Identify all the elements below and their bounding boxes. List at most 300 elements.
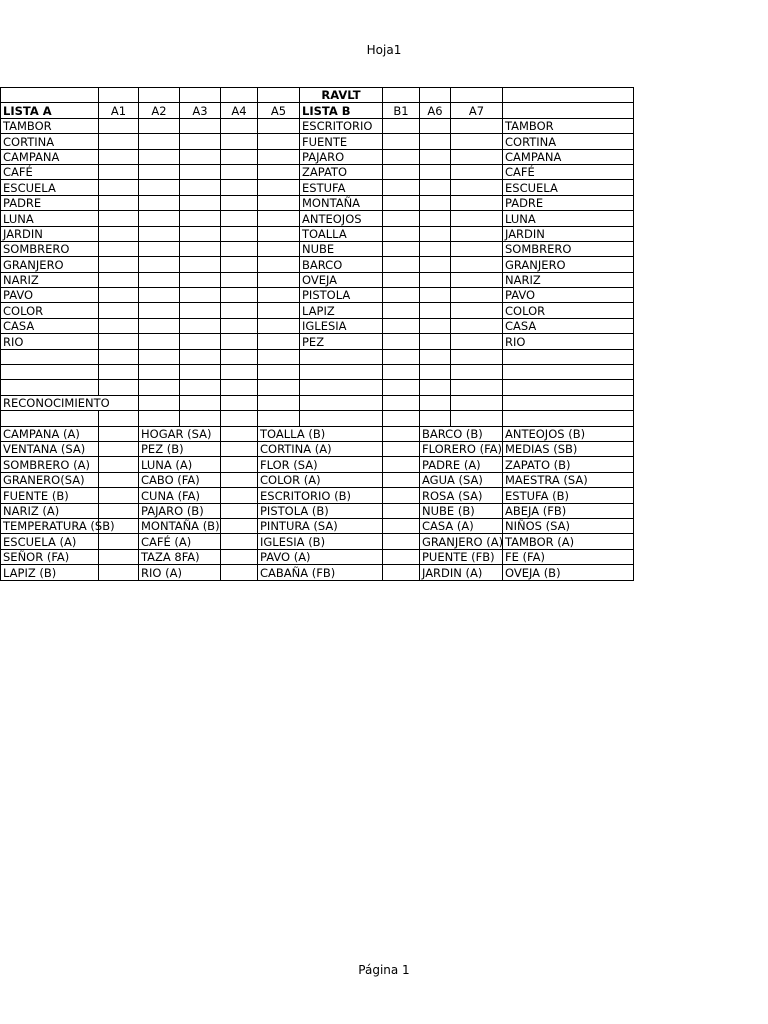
grid-cell xyxy=(99,318,139,333)
grid-cell xyxy=(99,472,139,487)
grid-cell xyxy=(99,180,139,195)
grid-cell xyxy=(221,241,258,256)
grid-cell xyxy=(180,211,221,226)
word-list-row xyxy=(1,195,634,210)
list-b-word: ZAPATO xyxy=(300,164,383,179)
recognition-row xyxy=(1,457,634,472)
grid-cell xyxy=(221,180,258,195)
list-a-word: PADRE xyxy=(1,195,99,210)
word-list-row xyxy=(1,164,634,179)
blank-row xyxy=(1,411,634,426)
list-a-recall-word: CASA xyxy=(503,318,634,333)
list-b-word: LAPIZ xyxy=(300,303,383,318)
recognition-word: PEZ (B) xyxy=(139,441,221,456)
grid-cell xyxy=(383,195,420,210)
grid-cell xyxy=(180,226,221,241)
list-a-recall-word: CORTINA xyxy=(503,134,634,149)
recognition-label-row xyxy=(1,395,634,410)
list-a-recall-word: COLOR xyxy=(503,303,634,318)
recognition-word: PADRE (A) xyxy=(420,457,503,472)
grid-cell xyxy=(139,334,180,349)
page-number-footer: Página 1 xyxy=(358,963,410,977)
recognition-row xyxy=(1,441,634,456)
grid-cell xyxy=(451,365,503,380)
column-header: A5 xyxy=(258,103,300,118)
word-list-row xyxy=(1,241,634,256)
grid-cell xyxy=(99,534,139,549)
grid-cell xyxy=(1,88,99,103)
recognition-word: PAVO (A) xyxy=(258,549,383,564)
grid-cell xyxy=(451,211,503,226)
grid-cell xyxy=(451,411,503,426)
word-list-row xyxy=(1,134,634,149)
column-header: A6 xyxy=(420,103,451,118)
grid-cell xyxy=(451,241,503,256)
grid-cell xyxy=(221,134,258,149)
recognition-word: TAMBOR (A) xyxy=(503,534,634,549)
grid-cell xyxy=(1,380,99,395)
recognition-word: RIO (A) xyxy=(139,565,221,580)
grid-cell xyxy=(383,88,420,103)
list-a-word: CAFÉ xyxy=(1,164,99,179)
recognition-word: CABAÑA (FB) xyxy=(258,565,383,580)
grid-cell xyxy=(221,426,258,441)
grid-cell xyxy=(99,503,139,518)
recognition-word: TEMPERATURA (SB) xyxy=(1,518,99,533)
list-a-recall-word: PAVO xyxy=(503,288,634,303)
word-list-row xyxy=(1,149,634,164)
list-a-recall-word: PADRE xyxy=(503,195,634,210)
recognition-word: BARCO (B) xyxy=(420,426,503,441)
grid-cell xyxy=(139,180,180,195)
grid-cell xyxy=(420,257,451,272)
recognition-word: MONTAÑA (B) xyxy=(139,518,221,533)
grid-cell xyxy=(180,164,221,179)
grid-cell xyxy=(180,303,221,318)
grid-cell xyxy=(420,395,451,410)
grid-cell xyxy=(383,318,420,333)
grid-cell xyxy=(383,488,420,503)
word-list-row xyxy=(1,257,634,272)
grid-cell xyxy=(451,180,503,195)
grid-cell xyxy=(1,411,99,426)
recognition-row xyxy=(1,426,634,441)
grid-cell xyxy=(300,411,383,426)
blank-row xyxy=(1,380,634,395)
column-header: LISTA A xyxy=(1,103,99,118)
list-a-word: SOMBRERO xyxy=(1,241,99,256)
grid-cell xyxy=(258,180,300,195)
grid-cell xyxy=(99,134,139,149)
grid-cell xyxy=(221,88,258,103)
recognition-word: FLOR (SA) xyxy=(258,457,383,472)
list-b-word: NUBE xyxy=(300,241,383,256)
grid-cell xyxy=(221,118,258,133)
grid-cell xyxy=(139,134,180,149)
grid-cell xyxy=(99,241,139,256)
recognition-word: NARIZ (A) xyxy=(1,503,99,518)
grid-cell xyxy=(383,288,420,303)
grid-cell xyxy=(180,288,221,303)
grid-cell xyxy=(258,303,300,318)
recognition-word: IGLESIA (B) xyxy=(258,534,383,549)
grid-cell xyxy=(451,395,503,410)
grid-cell xyxy=(99,441,139,456)
list-a-recall-word: GRANJERO xyxy=(503,257,634,272)
grid-cell xyxy=(258,226,300,241)
list-a-recall-word: RIO xyxy=(503,334,634,349)
blank-row xyxy=(1,365,634,380)
grid-cell xyxy=(420,241,451,256)
header-row xyxy=(1,103,634,118)
grid-cell xyxy=(451,334,503,349)
grid-cell xyxy=(451,226,503,241)
grid-cell xyxy=(383,534,420,549)
grid-cell xyxy=(503,349,634,364)
grid-cell xyxy=(221,318,258,333)
grid-cell xyxy=(503,365,634,380)
recognition-word: COLOR (A) xyxy=(258,472,383,487)
list-a-recall-word: CAFÉ xyxy=(503,164,634,179)
grid-cell xyxy=(221,288,258,303)
recognition-word: ABEJA (FB) xyxy=(503,503,634,518)
grid-cell xyxy=(383,503,420,518)
grid-cell xyxy=(420,226,451,241)
grid-cell xyxy=(451,195,503,210)
grid-cell xyxy=(300,365,383,380)
grid-cell xyxy=(258,288,300,303)
grid-cell xyxy=(258,211,300,226)
word-list-row xyxy=(1,318,634,333)
recognition-word: SEÑOR (FA) xyxy=(1,549,99,564)
list-b-word: ESCRITORIO xyxy=(300,118,383,133)
recognition-word: CAFÉ (A) xyxy=(139,534,221,549)
list-a-word: CORTINA xyxy=(1,134,99,149)
grid-cell xyxy=(383,180,420,195)
grid-cell xyxy=(180,395,221,410)
recognition-row xyxy=(1,472,634,487)
grid-cell xyxy=(99,195,139,210)
grid-cell xyxy=(420,164,451,179)
grid-cell xyxy=(180,118,221,133)
recognition-word: ROSA (SA) xyxy=(420,488,503,503)
grid-cell xyxy=(99,118,139,133)
list-a-word: LUNA xyxy=(1,211,99,226)
grid-cell xyxy=(221,149,258,164)
list-b-word: IGLESIA xyxy=(300,318,383,333)
grid-cell xyxy=(180,334,221,349)
recognition-word: CORTINA (A) xyxy=(258,441,383,456)
grid-cell xyxy=(503,380,634,395)
recognition-word: TOALLA (B) xyxy=(258,426,383,441)
list-a-word: ESCUELA xyxy=(1,180,99,195)
grid-cell xyxy=(221,411,258,426)
recognition-word: CASA (A) xyxy=(420,518,503,533)
word-list-row xyxy=(1,288,634,303)
grid-cell xyxy=(221,211,258,226)
grid-cell xyxy=(180,365,221,380)
grid-cell xyxy=(503,103,634,118)
grid-cell xyxy=(420,195,451,210)
grid-cell xyxy=(180,241,221,256)
grid-cell xyxy=(221,380,258,395)
recognition-row xyxy=(1,518,634,533)
grid-cell xyxy=(258,380,300,395)
grid-cell xyxy=(99,226,139,241)
list-a-word: RIO xyxy=(1,334,99,349)
recognition-word: ESCRITORIO (B) xyxy=(258,488,383,503)
word-list-row xyxy=(1,211,634,226)
word-list-row xyxy=(1,303,634,318)
title-row xyxy=(1,88,634,103)
grid-cell xyxy=(99,565,139,580)
grid-cell xyxy=(258,318,300,333)
grid-cell xyxy=(451,272,503,287)
list-a-word: CAMPANA xyxy=(1,149,99,164)
grid-cell xyxy=(420,411,451,426)
grid-cell xyxy=(221,518,258,533)
recognition-word: OVEJA (B) xyxy=(503,565,634,580)
recognition-word: AGUA (SA) xyxy=(420,472,503,487)
grid-cell xyxy=(420,272,451,287)
column-header: B1 xyxy=(383,103,420,118)
recognition-row xyxy=(1,534,634,549)
grid-cell xyxy=(99,488,139,503)
recognition-word: NIÑOS (SA) xyxy=(503,518,634,533)
recognition-word: ANTEOJOS (B) xyxy=(503,426,634,441)
grid-cell xyxy=(99,411,139,426)
grid-cell xyxy=(503,395,634,410)
grid-cell xyxy=(180,180,221,195)
grid-cell xyxy=(383,164,420,179)
recognition-word: CAMPANA (A) xyxy=(1,426,99,441)
grid-cell xyxy=(221,272,258,287)
grid-cell xyxy=(420,288,451,303)
ravlt-grid xyxy=(0,87,634,581)
grid-cell xyxy=(99,303,139,318)
grid-cell xyxy=(139,149,180,164)
grid-cell xyxy=(383,226,420,241)
grid-cell xyxy=(258,118,300,133)
grid-cell xyxy=(99,272,139,287)
grid-cell xyxy=(180,88,221,103)
grid-cell xyxy=(221,226,258,241)
grid-cell xyxy=(99,349,139,364)
grid-cell xyxy=(99,288,139,303)
grid-cell xyxy=(258,257,300,272)
grid-cell xyxy=(451,318,503,333)
list-a-recall-word: SOMBRERO xyxy=(503,241,634,256)
list-b-word: ANTEOJOS xyxy=(300,211,383,226)
grid-cell xyxy=(139,349,180,364)
list-a-word: JARDIN xyxy=(1,226,99,241)
grid-cell xyxy=(139,88,180,103)
grid-cell xyxy=(139,318,180,333)
list-a-recall-word: LUNA xyxy=(503,211,634,226)
grid-cell xyxy=(221,303,258,318)
list-a-word: COLOR xyxy=(1,303,99,318)
grid-cell xyxy=(180,149,221,164)
grid-cell xyxy=(180,380,221,395)
list-b-word: PEZ xyxy=(300,334,383,349)
grid-cell xyxy=(420,334,451,349)
grid-cell xyxy=(258,272,300,287)
recognition-word: MAESTRA (SA) xyxy=(503,472,634,487)
grid-body xyxy=(1,88,634,581)
grid-cell xyxy=(258,349,300,364)
grid-cell xyxy=(139,411,180,426)
recognition-word: PUENTE (FB) xyxy=(420,549,503,564)
grid-cell xyxy=(99,426,139,441)
grid-cell xyxy=(451,134,503,149)
column-header: A7 xyxy=(451,103,503,118)
grid-cell xyxy=(383,518,420,533)
column-header: LISTA B xyxy=(300,103,383,118)
grid-cell xyxy=(99,149,139,164)
grid-cell xyxy=(503,88,634,103)
grid-cell xyxy=(451,288,503,303)
recognition-label: RECONOCIMIENTO xyxy=(1,395,99,410)
recognition-word: FE (FA) xyxy=(503,549,634,564)
grid-cell xyxy=(99,549,139,564)
recognition-word: SOMBRERO (A) xyxy=(1,457,99,472)
grid-cell xyxy=(383,365,420,380)
word-list-row xyxy=(1,272,634,287)
grid-cell xyxy=(383,395,420,410)
grid-cell xyxy=(383,134,420,149)
grid-cell xyxy=(258,395,300,410)
recognition-word: PINTURA (SA) xyxy=(258,518,383,533)
list-b-word: BARCO xyxy=(300,257,383,272)
column-header: A1 xyxy=(99,103,139,118)
grid-cell xyxy=(383,118,420,133)
list-a-word: NARIZ xyxy=(1,272,99,287)
grid-cell xyxy=(258,241,300,256)
grid-cell xyxy=(180,257,221,272)
recognition-word: CABO (FA) xyxy=(139,472,221,487)
list-a-recall-word: TAMBOR xyxy=(503,118,634,133)
recognition-word: CUNA (FA) xyxy=(139,488,221,503)
grid-cell xyxy=(503,411,634,426)
grid-cell xyxy=(221,441,258,456)
word-list-row xyxy=(1,118,634,133)
grid-cell xyxy=(139,241,180,256)
blank-row xyxy=(1,349,634,364)
grid-cell xyxy=(258,365,300,380)
grid-cell xyxy=(139,380,180,395)
list-a-recall-word: CAMPANA xyxy=(503,149,634,164)
recognition-row xyxy=(1,488,634,503)
grid-cell xyxy=(221,472,258,487)
grid-cell xyxy=(420,380,451,395)
grid-cell xyxy=(420,180,451,195)
grid-cell xyxy=(420,149,451,164)
grid-cell xyxy=(99,334,139,349)
grid-cell xyxy=(451,118,503,133)
grid-cell xyxy=(99,257,139,272)
column-header: A3 xyxy=(180,103,221,118)
grid-cell xyxy=(221,365,258,380)
list-a-word: TAMBOR xyxy=(1,118,99,133)
grid-cell xyxy=(99,164,139,179)
grid-cell xyxy=(383,272,420,287)
grid-cell xyxy=(139,195,180,210)
grid-cell xyxy=(383,211,420,226)
recognition-word: GRANERO(SA) xyxy=(1,472,99,487)
grid-cell xyxy=(221,195,258,210)
recognition-word: HOGAR (SA) xyxy=(139,426,221,441)
column-header: A4 xyxy=(221,103,258,118)
grid-cell xyxy=(258,164,300,179)
grid-cell xyxy=(221,164,258,179)
grid-cell xyxy=(180,349,221,364)
recognition-word: FLORERO (FA) xyxy=(420,441,503,456)
grid-cell xyxy=(383,334,420,349)
recognition-word: GRANJERO (A) xyxy=(420,534,503,549)
grid-cell xyxy=(420,134,451,149)
list-b-word: MONTAÑA xyxy=(300,195,383,210)
grid-cell xyxy=(383,303,420,318)
grid-cell xyxy=(221,534,258,549)
list-b-word: PAJARO xyxy=(300,149,383,164)
grid-cell xyxy=(221,565,258,580)
grid-cell xyxy=(99,380,139,395)
grid-cell xyxy=(383,149,420,164)
grid-cell xyxy=(99,457,139,472)
grid-cell xyxy=(180,134,221,149)
recognition-word: ZAPATO (B) xyxy=(503,457,634,472)
grid-cell xyxy=(383,241,420,256)
list-b-word: ESTUFA xyxy=(300,180,383,195)
recognition-word: FUENTE (B) xyxy=(1,488,99,503)
grid-cell xyxy=(258,411,300,426)
list-a-word: GRANJERO xyxy=(1,257,99,272)
grid-cell xyxy=(139,257,180,272)
grid-cell xyxy=(383,257,420,272)
grid-cell xyxy=(420,118,451,133)
recognition-word: TAZA 8FA) xyxy=(139,549,221,564)
grid-cell xyxy=(300,395,383,410)
grid-cell xyxy=(139,211,180,226)
recognition-word: PAJARO (B) xyxy=(139,503,221,518)
grid-cell xyxy=(1,349,99,364)
recognition-row xyxy=(1,549,634,564)
grid-cell xyxy=(139,288,180,303)
grid-cell xyxy=(180,318,221,333)
list-a-recall-word: JARDIN xyxy=(503,226,634,241)
grid-cell xyxy=(420,303,451,318)
list-b-word: PISTOLA xyxy=(300,288,383,303)
grid-cell xyxy=(139,226,180,241)
grid-cell xyxy=(451,349,503,364)
list-a-word: PAVO xyxy=(1,288,99,303)
recognition-word: VENTANA (SA) xyxy=(1,441,99,456)
grid-cell xyxy=(258,134,300,149)
grid-cell xyxy=(258,195,300,210)
grid-cell xyxy=(420,318,451,333)
recognition-word: MEDIAS (SB) xyxy=(503,441,634,456)
grid-cell xyxy=(383,349,420,364)
sheet-name-header: Hoja1 xyxy=(366,43,402,57)
grid-cell xyxy=(99,365,139,380)
recognition-word: PISTOLA (B) xyxy=(258,503,383,518)
grid-cell xyxy=(258,149,300,164)
grid-cell xyxy=(221,349,258,364)
list-a-word: CASA xyxy=(1,318,99,333)
grid-cell xyxy=(221,457,258,472)
grid-cell xyxy=(180,272,221,287)
grid-cell xyxy=(221,488,258,503)
